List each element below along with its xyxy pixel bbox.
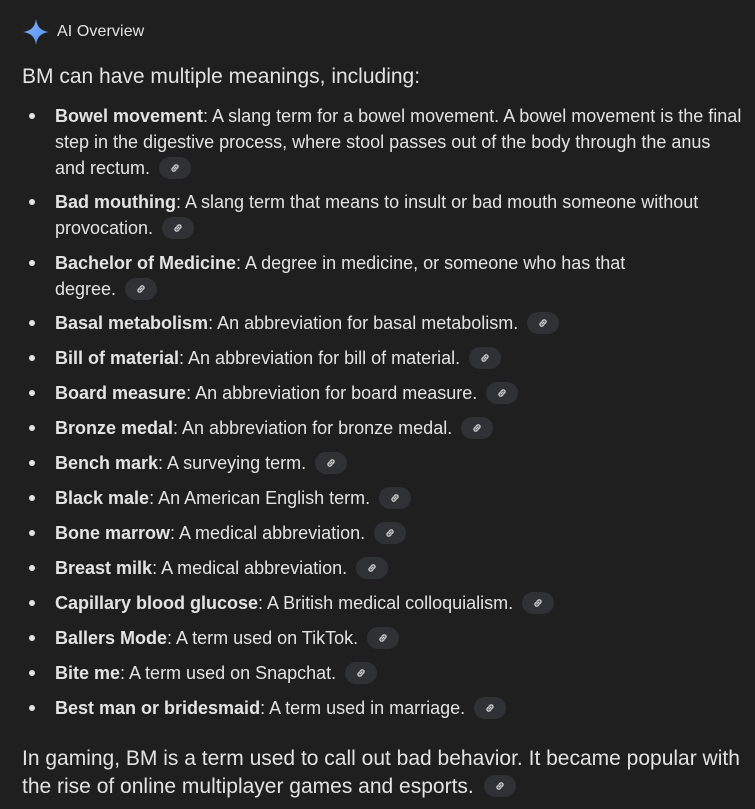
- list-item-description: : A medical abbreviation.: [152, 558, 348, 578]
- bullet-icon: [22, 345, 55, 371]
- list-item-content: [55, 520, 745, 546]
- list-item-description: : A slang term for a bowel movement. A bowel movement is the final step in the digestive process, where stool passes out of the body through the anus and rectum.: [55, 106, 742, 178]
- list-item: [22, 415, 745, 441]
- source-link-button[interactable]: [474, 697, 506, 719]
- link-icon: [366, 562, 378, 574]
- list-item-term: Black male: [55, 488, 150, 508]
- list-item-term: Bill of material: [55, 348, 180, 368]
- list-item-description: : An abbreviation for board measure.: [186, 383, 478, 403]
- source-link-button[interactable]: [159, 157, 191, 179]
- link-icon: [377, 632, 389, 644]
- link-icon: [479, 352, 491, 364]
- list-item-content: [55, 660, 745, 686]
- source-link-button[interactable]: [162, 217, 194, 239]
- link-icon: [384, 527, 396, 539]
- list-item-description: : A term used on Snapchat.: [120, 663, 337, 683]
- ai-overview-header: [22, 18, 144, 46]
- source-link-button[interactable]: [461, 417, 493, 439]
- list-item-content: [55, 555, 745, 581]
- source-link-button[interactable]: [374, 522, 406, 544]
- list-item-term: Breast milk: [55, 558, 153, 578]
- list-item-term: Ballers Mode: [55, 628, 168, 648]
- link-icon: [169, 162, 181, 174]
- list-item-description: : An abbreviation for basal metabolism.: [208, 313, 519, 333]
- list-item-content: [55, 189, 745, 241]
- list-item-content: [55, 103, 745, 181]
- source-link-button[interactable]: [345, 662, 377, 684]
- source-link-button[interactable]: [125, 278, 157, 300]
- source-link-button[interactable]: [469, 347, 501, 369]
- source-link-button[interactable]: [486, 382, 518, 404]
- link-icon: [496, 387, 508, 399]
- link-icon: [471, 422, 483, 434]
- sparkle-icon: [22, 18, 50, 46]
- source-link-button[interactable]: [379, 487, 411, 509]
- bullet-icon: [22, 250, 55, 302]
- source-link-button[interactable]: [315, 452, 347, 474]
- bullet-icon: [22, 380, 55, 406]
- link-icon: [172, 222, 184, 234]
- list-item-content: [55, 625, 745, 651]
- list-item-term: Bone marrow: [55, 523, 171, 543]
- list-item-content: [55, 380, 745, 406]
- list-item-content: [55, 345, 745, 371]
- list-item: [22, 590, 745, 616]
- list-item-term: Bite me: [55, 663, 121, 683]
- list-item-description: : A slang term that means to insult or bad mouth someone without provocation.: [55, 192, 699, 238]
- list-item-content: [55, 590, 745, 616]
- list-item-term: Capillary blood glucose: [55, 593, 259, 613]
- list-item: [22, 520, 745, 546]
- bullet-icon: [22, 103, 55, 181]
- list-item-content: [55, 250, 665, 302]
- gaming-paragraph: [22, 745, 750, 801]
- list-item: [22, 695, 745, 721]
- list-item: [22, 189, 745, 241]
- list-item-description: : A medical abbreviation.: [170, 523, 366, 543]
- list-item-content: [55, 450, 745, 476]
- ai-overview-title: AI Overview: [57, 23, 145, 40]
- list-item-content: [55, 415, 745, 441]
- bullet-icon: [22, 450, 55, 476]
- list-item-description: : A British medical colloquialism.: [258, 593, 514, 613]
- list-item-term: Bronze medal: [55, 418, 174, 438]
- bullet-icon: [22, 310, 55, 336]
- list-item-content: [55, 695, 745, 721]
- source-link-button[interactable]: [522, 592, 554, 614]
- list-item-term: Bad mouthing: [55, 192, 176, 212]
- bullet-icon: [22, 660, 55, 686]
- list-item-description: : A degree in medicine, or someone who has that degree.: [55, 253, 626, 299]
- bullet-icon: [22, 555, 55, 581]
- bullet-icon: [22, 625, 55, 651]
- intro-text: BM can have multiple meanings, including:: [22, 65, 421, 88]
- bullet-icon: [22, 695, 55, 721]
- source-link-button[interactable]: [356, 557, 388, 579]
- list-item-term: Bowel movement: [55, 106, 204, 126]
- link-icon: [494, 780, 506, 792]
- list-item-content: [55, 310, 745, 336]
- list-item-term: Best man or bridesmaid: [55, 698, 261, 718]
- bullet-icon: [22, 485, 55, 511]
- list-item-description: : An abbreviation for bronze medal.: [173, 418, 453, 438]
- gaming-paragraph-text: In gaming, BM is a term used to call out bad behavior. It became popular with the rise of online multiplayer games and esports.: [22, 747, 740, 798]
- list-item-term: Bachelor of Medicine: [55, 253, 237, 273]
- list-item: [22, 555, 745, 581]
- link-icon: [355, 667, 367, 679]
- list-item: [22, 380, 745, 406]
- link-icon: [532, 597, 544, 609]
- bullet-icon: [22, 520, 55, 546]
- link-icon: [135, 283, 147, 295]
- list-item-description: : A term used in marriage.: [260, 698, 466, 718]
- list-item-description: : An American English term.: [149, 488, 371, 508]
- list-item: [22, 450, 745, 476]
- list-item: [22, 103, 745, 181]
- list-item: [22, 660, 745, 686]
- link-icon: [389, 492, 401, 504]
- list-item-description: : A term used on TikTok.: [167, 628, 359, 648]
- list-item-term: Basal metabolism: [55, 313, 209, 333]
- bullet-icon: [22, 590, 55, 616]
- link-icon: [537, 317, 549, 329]
- list-item-term: Board measure: [55, 383, 187, 403]
- source-link-button[interactable]: [484, 775, 516, 797]
- list-item-term: Bench mark: [55, 453, 159, 473]
- list-item: [22, 250, 745, 302]
- list-item: [22, 310, 745, 336]
- source-link-button[interactable]: [367, 627, 399, 649]
- link-icon: [325, 457, 337, 469]
- list-item-description: : An abbreviation for bill of material.: [179, 348, 461, 368]
- bullet-icon: [22, 189, 55, 241]
- list-item: [22, 345, 745, 371]
- list-item: [22, 485, 745, 511]
- list-item: [22, 625, 745, 651]
- bullet-icon: [22, 415, 55, 441]
- list-item-content: [55, 485, 745, 511]
- list-item-description: : A surveying term.: [158, 453, 307, 473]
- link-icon: [484, 702, 496, 714]
- source-link-button[interactable]: [527, 312, 559, 334]
